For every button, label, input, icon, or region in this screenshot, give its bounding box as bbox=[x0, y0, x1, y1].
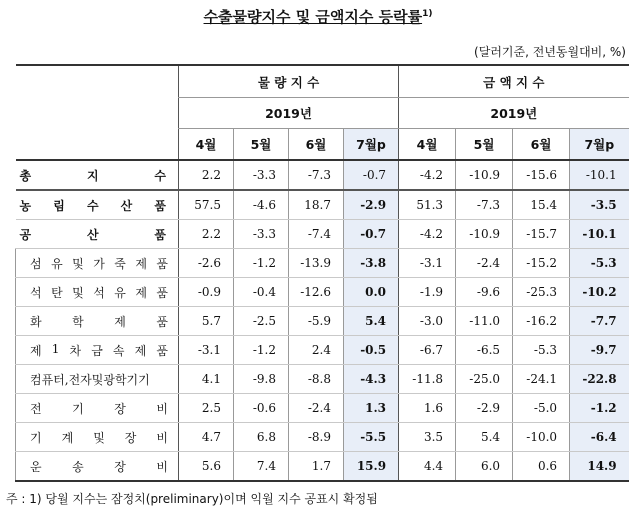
value-cell-m2: -25.0 bbox=[456, 365, 513, 394]
value-cell-m2: -10.9 bbox=[456, 220, 513, 249]
row-label bbox=[16, 336, 179, 365]
page-title bbox=[0, 6, 636, 27]
row-label-char: 품 bbox=[156, 285, 168, 300]
row-label-char: 전 bbox=[30, 401, 42, 416]
table-row bbox=[16, 423, 629, 452]
row-label-char: 제 bbox=[134, 343, 147, 358]
header-volume: 물 량 지 수 bbox=[179, 65, 399, 98]
value-cell-m4: -10.1 bbox=[570, 160, 629, 190]
value-cell-m2: -7.3 bbox=[456, 190, 513, 220]
value-cell-m1: -6.7 bbox=[399, 336, 456, 365]
value-cell-m4: -10.2 bbox=[570, 278, 629, 307]
row-label-char: 유 bbox=[114, 285, 126, 300]
volume-cell-m4: 1.3 bbox=[344, 394, 399, 423]
table-row bbox=[16, 307, 629, 336]
volume-cell-m1: -0.9 bbox=[179, 278, 234, 307]
volume-cell-m3: -7.4 bbox=[289, 220, 344, 249]
volume-cell-m1: 5.6 bbox=[179, 452, 234, 482]
row-label-char: 제 bbox=[135, 285, 147, 300]
row-label-char: 품 bbox=[156, 343, 168, 358]
volume-cell-m3: -2.4 bbox=[289, 394, 344, 423]
volume-cell-m3: 1.7 bbox=[289, 452, 344, 482]
volume-cell-m3: 2.4 bbox=[289, 336, 344, 365]
row-label-char: 농 bbox=[19, 198, 32, 213]
volume-cell-m1: 5.7 bbox=[179, 307, 234, 336]
row-label-char: 차 bbox=[69, 343, 82, 358]
volume-cell-m3: -5.9 bbox=[289, 307, 344, 336]
row-label-char: 운 bbox=[30, 459, 42, 474]
row-label bbox=[16, 307, 179, 336]
volume-cell-m3: -7.3 bbox=[289, 160, 344, 190]
row-label-char: 품 bbox=[154, 198, 166, 213]
row-label-char: 석 bbox=[93, 285, 105, 300]
table-row bbox=[16, 452, 629, 482]
volume-cell-m3: -13.9 bbox=[289, 249, 344, 278]
value-cell-m3: -15.7 bbox=[513, 220, 570, 249]
table-row bbox=[16, 394, 629, 423]
row-label-char: 제 bbox=[135, 256, 147, 271]
volume-cell-m3: -8.8 bbox=[289, 365, 344, 394]
value-cell-m2: 5.4 bbox=[456, 423, 513, 452]
header-value-month-3: 6월 bbox=[513, 129, 570, 161]
header-value-month-2: 5월 bbox=[456, 129, 513, 161]
volume-cell-m1: 57.5 bbox=[179, 190, 234, 220]
row-label-char: 비 bbox=[156, 459, 168, 474]
volume-cell-m1: 4.7 bbox=[179, 423, 234, 452]
title-footnote-mark: 1) bbox=[422, 9, 433, 19]
row-label bbox=[16, 365, 179, 394]
row-label-char: 총 bbox=[19, 168, 32, 183]
row-label-char: 비 bbox=[156, 430, 168, 445]
value-cell-m1: -3.1 bbox=[399, 249, 456, 278]
table-row bbox=[16, 190, 629, 220]
row-label bbox=[16, 394, 179, 423]
volume-cell-m2: -3.3 bbox=[234, 220, 289, 249]
volume-cell-m4: -0.7 bbox=[344, 220, 399, 249]
row-label-char: 제 bbox=[30, 343, 42, 358]
row-label-char: 석 bbox=[30, 285, 42, 300]
row-label-char: 기 bbox=[30, 430, 42, 445]
value-cell-m4: -22.8 bbox=[570, 365, 629, 394]
row-label-char: 산 bbox=[86, 227, 99, 242]
volume-cell-m3: -8.9 bbox=[289, 423, 344, 452]
header-volume-month-4: 7월p bbox=[344, 129, 399, 161]
volume-cell-m1: -2.6 bbox=[179, 249, 234, 278]
row-label bbox=[16, 452, 179, 482]
volume-cell-m2: -9.8 bbox=[234, 365, 289, 394]
row-label-char: 1 bbox=[51, 341, 60, 356]
header-volume-month-2: 5월 bbox=[234, 129, 289, 161]
value-cell-m4: 14.9 bbox=[570, 452, 629, 482]
volume-cell-m4: 5.4 bbox=[344, 307, 399, 336]
value-cell-m2: -10.9 bbox=[456, 160, 513, 190]
volume-cell-m1: 2.2 bbox=[179, 160, 234, 190]
value-cell-m1: 3.5 bbox=[399, 423, 456, 452]
value-cell-m1: -1.9 bbox=[399, 278, 456, 307]
value-cell-m1: 51.3 bbox=[399, 190, 456, 220]
row-label-char: 수 bbox=[154, 168, 166, 183]
volume-cell-m2: 6.8 bbox=[234, 423, 289, 452]
value-cell-m2: -11.0 bbox=[456, 307, 513, 336]
title-text: 수출물량지수 및 금액지수 등락률 bbox=[203, 8, 423, 26]
volume-cell-m3: -12.6 bbox=[289, 278, 344, 307]
row-label-char: 및 bbox=[72, 256, 84, 271]
row-label-char: 섬 bbox=[30, 256, 42, 271]
value-cell-m3: 15.4 bbox=[513, 190, 570, 220]
volume-cell-m4: -3.8 bbox=[344, 249, 399, 278]
row-label-char: 송 bbox=[72, 459, 84, 474]
volume-cell-m2: -4.6 bbox=[234, 190, 289, 220]
header-corner bbox=[16, 65, 179, 160]
value-cell-m4: -7.7 bbox=[570, 307, 629, 336]
row-label bbox=[16, 190, 179, 220]
volume-cell-m4: 0.0 bbox=[344, 278, 399, 307]
row-label-char: 탄 bbox=[51, 285, 63, 300]
footnote: 주 : 1) 당월 지수는 잠정치(preliminary)이며 익월 지수 공표시 확정됨 bbox=[6, 492, 378, 506]
value-cell-m3: -24.1 bbox=[513, 365, 570, 394]
value-cell-m1: -11.8 bbox=[399, 365, 456, 394]
volume-cell-m4: -0.5 bbox=[344, 336, 399, 365]
value-cell-m1: -4.2 bbox=[399, 220, 456, 249]
row-label-char: 유 bbox=[51, 256, 63, 271]
table-row bbox=[16, 365, 629, 394]
header-value-month-1: 4월 bbox=[399, 129, 456, 161]
value-cell-m2: 6.0 bbox=[456, 452, 513, 482]
row-label-char: 산 bbox=[120, 198, 133, 213]
value-cell-m3: -15.2 bbox=[513, 249, 570, 278]
row-label bbox=[16, 160, 179, 190]
row-label-char: 품 bbox=[156, 256, 168, 271]
row-label-char: 비 bbox=[156, 401, 168, 416]
header-volume-month-1: 4월 bbox=[179, 129, 234, 161]
table-row bbox=[16, 220, 629, 249]
value-cell-m1: -4.2 bbox=[399, 160, 456, 190]
value-cell-m3: -5.3 bbox=[513, 336, 570, 365]
volume-cell-m1: 4.1 bbox=[179, 365, 234, 394]
volume-cell-m4: -4.3 bbox=[344, 365, 399, 394]
row-label bbox=[16, 249, 179, 278]
unit-label: (달러기준, 전년동월대비, %) bbox=[474, 45, 626, 59]
value-cell-m3: 0.6 bbox=[513, 452, 570, 482]
row-label-char: 금 bbox=[91, 343, 103, 358]
row-label-char: 수 bbox=[86, 198, 99, 213]
volume-cell-m2: -1.2 bbox=[234, 249, 289, 278]
header-volume-year: 2019년 bbox=[179, 98, 399, 129]
value-cell-m3: -16.2 bbox=[513, 307, 570, 336]
volume-cell-m1: 2.2 bbox=[179, 220, 234, 249]
row-label-char: 기 bbox=[72, 401, 84, 416]
row-label-char: 및 bbox=[93, 430, 105, 445]
row-label-char: 품 bbox=[154, 227, 166, 242]
volume-cell-m4: -5.5 bbox=[344, 423, 399, 452]
volume-cell-m3: 18.7 bbox=[289, 190, 344, 220]
table-row bbox=[16, 160, 629, 190]
value-cell-m4: -5.3 bbox=[570, 249, 629, 278]
volume-cell-m2: -0.6 bbox=[234, 394, 289, 423]
value-cell-m3: -25.3 bbox=[513, 278, 570, 307]
value-cell-m4: -9.7 bbox=[570, 336, 629, 365]
value-cell-m1: -3.0 bbox=[399, 307, 456, 336]
row-label bbox=[16, 278, 179, 307]
value-cell-m2: -2.9 bbox=[456, 394, 513, 423]
value-cell-m3: -5.0 bbox=[513, 394, 570, 423]
value-cell-m4: -6.4 bbox=[570, 423, 629, 452]
volume-cell-m2: 7.4 bbox=[234, 452, 289, 482]
row-label-char: 및 bbox=[72, 285, 84, 300]
volume-cell-m4: -0.7 bbox=[344, 160, 399, 190]
volume-cell-m1: -3.1 bbox=[179, 336, 234, 365]
row-label-char: 림 bbox=[53, 198, 65, 213]
header-value-year: 2019년 bbox=[399, 98, 629, 129]
volume-cell-m2: -2.5 bbox=[234, 307, 289, 336]
index-table bbox=[15, 64, 629, 482]
value-cell-m2: -2.4 bbox=[456, 249, 513, 278]
volume-cell-m1: 2.5 bbox=[179, 394, 234, 423]
header-value: 금 액 지 수 bbox=[399, 65, 629, 98]
row-label bbox=[16, 220, 179, 249]
row-label-char: 제 bbox=[114, 314, 126, 329]
volume-cell-m4: -2.9 bbox=[344, 190, 399, 220]
row-label-char: 장 bbox=[124, 430, 137, 445]
row-label-char: 품 bbox=[156, 314, 168, 329]
value-cell-m4: -10.1 bbox=[570, 220, 629, 249]
volume-cell-m2: -1.2 bbox=[234, 336, 289, 365]
row-label-char: 장 bbox=[114, 459, 126, 474]
volume-cell-m2: -0.4 bbox=[234, 278, 289, 307]
volume-cell-m4: 15.9 bbox=[344, 452, 399, 482]
row-label bbox=[16, 423, 179, 452]
row-label-char: 속 bbox=[112, 343, 125, 358]
row-label-char: 지 bbox=[86, 168, 99, 183]
row-label-char: 계 bbox=[61, 430, 74, 445]
row-label-char: 장 bbox=[114, 401, 126, 416]
row-label-char: 죽 bbox=[114, 256, 126, 271]
row-label-char: 공 bbox=[19, 227, 32, 242]
value-cell-m3: -10.0 bbox=[513, 423, 570, 452]
row-label-char: 학 bbox=[72, 314, 84, 329]
header-value-month-4: 7월p bbox=[570, 129, 629, 161]
value-cell-m4: -1.2 bbox=[570, 394, 629, 423]
value-cell-m1: 4.4 bbox=[399, 452, 456, 482]
row-label-char: 화 bbox=[30, 314, 42, 329]
value-cell-m1: 1.6 bbox=[399, 394, 456, 423]
row-label-char: 가 bbox=[93, 256, 105, 271]
header-volume-month-3: 6월 bbox=[289, 129, 344, 161]
table-row bbox=[16, 278, 629, 307]
value-cell-m3: -15.6 bbox=[513, 160, 570, 190]
value-cell-m4: -3.5 bbox=[570, 190, 629, 220]
volume-cell-m2: -3.3 bbox=[234, 160, 289, 190]
row-label-char: 컴퓨터,전자및광학기기 bbox=[30, 372, 150, 387]
value-cell-m2: -6.5 bbox=[456, 336, 513, 365]
value-cell-m2: -9.6 bbox=[456, 278, 513, 307]
table-row bbox=[16, 249, 629, 278]
table-row bbox=[16, 336, 629, 365]
